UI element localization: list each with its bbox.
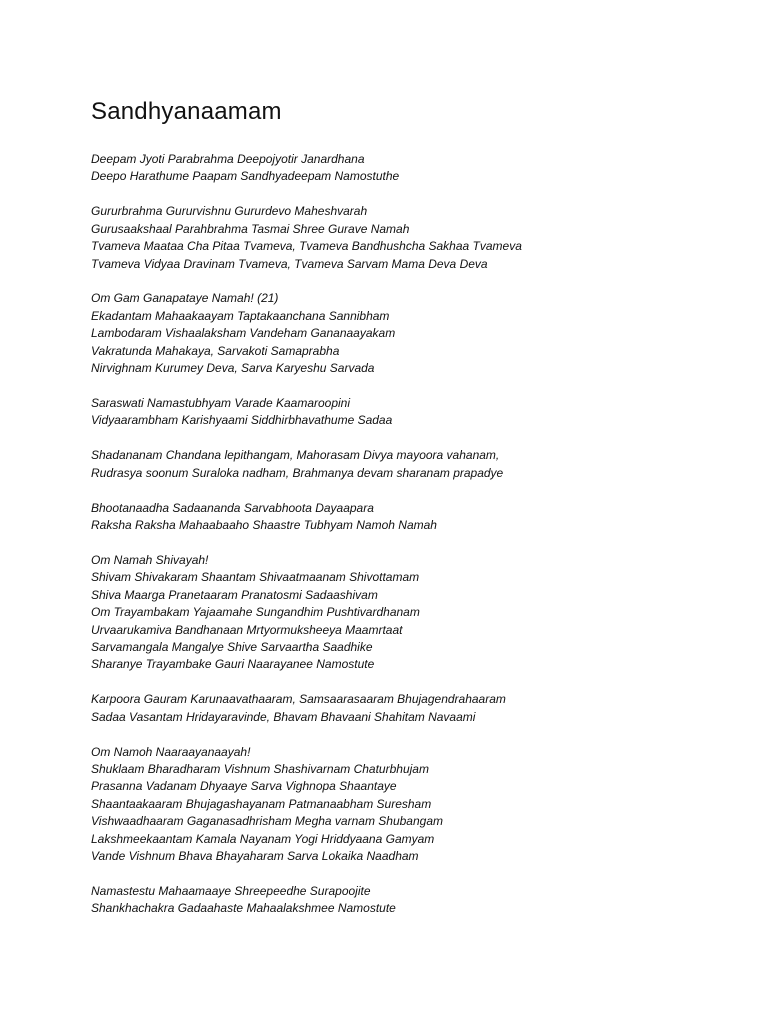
verse-line: Tvameva Maataa Cha Pitaa Tvameva, Tvameva Bandhushcha Sakhaa Tvameva [91, 239, 522, 254]
verse-line: Raksha Raksha Mahaabaaho Shaastre Tubhyam Namoh Namah [91, 518, 437, 532]
verse-line: Om Namah Shivayah! [91, 552, 209, 567]
verse-line: Om Trayambakam Yajaamahe Sungandhim Pushtivardhanam [91, 605, 420, 620]
verse-line: Gurusaakshaal Parahbrahma Tasmai Shree Gurave Namah [91, 221, 410, 236]
stanza [91, 203, 731, 273]
verse-line: Shivam Shivakaram Shaantam Shivaatmaanam Shivottamam [91, 570, 420, 585]
stanza [91, 883, 731, 918]
stanza [91, 447, 731, 482]
stanza [91, 395, 731, 430]
verse-line: Karpoora Gauram Karunaavathaaram, Samsaarasaaram Bhujagendrahaaram [91, 692, 506, 707]
stanza [91, 500, 731, 535]
stanza [91, 290, 731, 377]
verse-line: Om Gam Ganapataye Namah! (21) [91, 291, 279, 306]
verse-line: Deepo Harathume Paapam Sandhyadeepam Namostuthe [91, 169, 400, 184]
verse-line: Vakratunda Mahakaya, Sarvakoti Samaprabha [91, 343, 340, 358]
document-title: Sandhyanaamam [91, 98, 282, 125]
verse-line: Sarvamangala Mangalye Shive Sarvaartha Saadhike [91, 639, 373, 654]
stanza [91, 691, 731, 726]
verse-line: Urvaarukamiva Bandhanaan Mrtyormuksheeya Maamrtaat [91, 622, 403, 637]
verse-line: Bhootanaadha Sadaananda Sarvabhoota Dayaapara [91, 500, 374, 515]
verse-line: Rudrasya soonum Suraloka nadham, Brahmanya devam sharanam prapadye [91, 465, 504, 480]
verse-line: Vishwaadhaaram Gaganasadhrisham Megha varnam Shubangam [91, 814, 443, 829]
verse-line: Sharanye Trayambake Gauri Naarayanee Namostute [91, 657, 375, 672]
verse-line: Shaantaakaaram Bhujagashayanam Patmanaabham Suresham [91, 796, 432, 811]
verse-line: Deepam Jyoti Parabrahma Deepojyotir Janardhana [91, 152, 365, 166]
stanza [91, 552, 731, 674]
verse-line: Shadananam Chandana lepithangam, Mahorasam Divya mayoora vahanam, [91, 448, 500, 463]
verse-line: Shankhachakra Gadaahaste Mahaalakshmee Namostute [91, 901, 396, 916]
stanza-list [91, 151, 731, 918]
verse-line: Lakshmeekaantam Kamala Nayanam Yogi Hriddyaana Gamyam [91, 831, 435, 846]
stanza [91, 744, 731, 866]
verse-line: Nirvighnam Kurumey Deva, Sarva Karyeshu Sarvada [91, 361, 375, 376]
verse-line: Shuklaam Bharadharam Vishnum Shashivarnam Chaturbhujam [91, 761, 429, 776]
verse-line: Ekadantam Mahaakaayam Taptakaanchana Sannibham [91, 308, 390, 323]
verse-line: Vidyaarambham Karishyaami Siddhirbhavathume Sadaa [91, 413, 393, 428]
verse-line: Vande Vishnum Bhava Bhayaharam Sarva Lokaika Naadham [91, 849, 419, 863]
verse-line: Lambodaram Vishaalaksham Vandeham Gananaayakam [91, 326, 396, 341]
verse-line: Namastestu Mahaamaaye Shreepeedhe Surapoojite [91, 883, 371, 898]
verse-line: Shiva Maarga Pranetaaram Pranatosmi Sadaashivam [91, 587, 378, 602]
document-page [91, 97, 731, 935]
stanza [91, 151, 731, 186]
verse-line: Sadaa Vasantam Hridayaravinde, Bhavam Bhavaani Shahitam Navaami [91, 709, 476, 724]
verse-line: Om Namoh Naaraayanaayah! [91, 744, 251, 759]
verse-line: Tvameva Vidyaa Dravinam Tvameva, Tvameva Sarvam Mama Deva Deva [91, 256, 488, 271]
verse-line: Saraswati Namastubhyam Varade Kaamaroopini [91, 395, 351, 410]
verse-line: Gururbrahma Gururvishnu Gururdevo Maheshvarah [91, 204, 368, 219]
verse-line: Prasanna Vadanam Dhyaaye Sarva Vighnopa Shaantaye [91, 779, 397, 794]
